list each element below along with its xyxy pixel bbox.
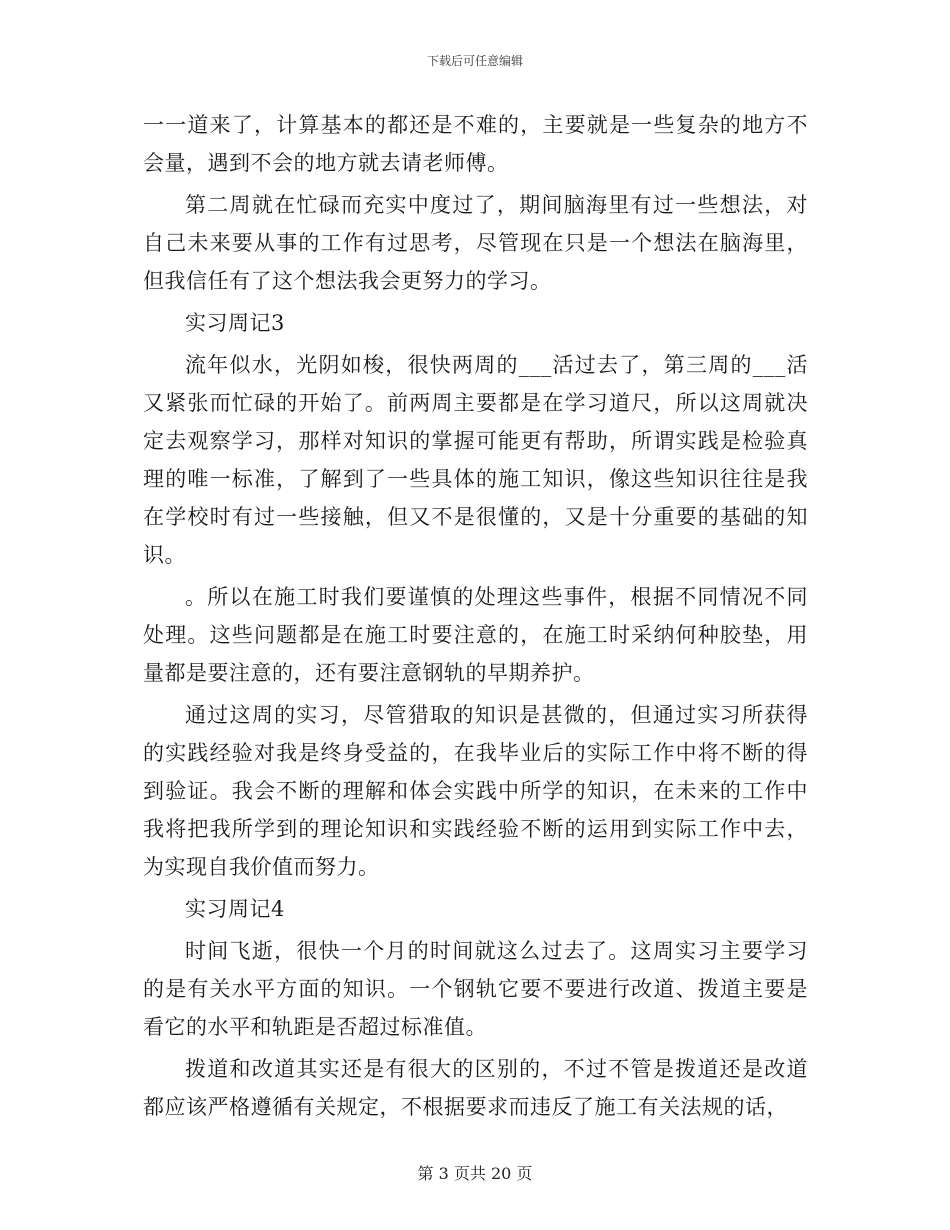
paragraph: 流年似水，光阴如梭，很快两周的___活过去了，第三周的___活又紧张而忙碌的开始了。前两周主要都是在学习道尺，所以这周就决定去观察学习，那样对知识的掌握可能更有帮助，所谓实践是检验真理的唯一标准，了解到了一些具体的施工知识，像这些知识往往是我在学校时有过一些接触，但又不是很懂的，又是十分重要的基础的知识。 (143, 353, 808, 567)
section-heading: 实习周记4 (185, 897, 285, 921)
paragraph: 第二周就在忙碌而充实中度过了，期间脑海里有过一些想法，对自己未来要从事的工作有过思考，尽管现在只是一个想法在脑海里，但我信任有了这个想法我会更努力的学习。 (143, 193, 808, 293)
paragraph: 拨道和改道其实还是有很大的区别的，不过不管是拨道还是改道都应该严格遵循有关规定，不根据要求而违反了施工有关法规的话， (143, 1057, 808, 1119)
document-body (143, 106, 808, 1130)
paragraph: 通过这周的实习，尽管猎取的知识是甚微的，但通过实习所获得的实践经验对我是终身受益的，在我毕业后的实际工作中将不断的得到验证。我会不断的理解和体会实践中所学的知识，在未来的工作中我将把我所学到的理论知识和实践经验不断的运用到实际工作中去，为实现自我价值而努力。 (143, 703, 808, 879)
page-number-footer: 第 3 页共 20 页 (417, 1164, 533, 1183)
page-header-note: 下载后可任意编辑 (426, 54, 523, 68)
section-heading: 实习周记3 (185, 311, 285, 335)
paragraph: 时间飞逝，很快一个月的时间就这么过去了。这周实习主要学习的是有关水平方面的知识。一个钢轨它要不要进行改道、拨道主要是看它的水平和轨距是否超过标准值。 (143, 939, 808, 1039)
paragraph: 。所以在施工时我们要谨慎的处理这些事件，根据不同情况不同处理。这些问题都是在施工时要注意的，在施工时采纳何种胶垫，用量都是要注意的，还有要注意钢轨的早期养护。 (143, 585, 808, 685)
paragraph: 一一道来了，计算基本的都还是不难的，主要就是一些复杂的地方不会量，遇到不会的地方就去请老师傅。 (143, 113, 808, 175)
